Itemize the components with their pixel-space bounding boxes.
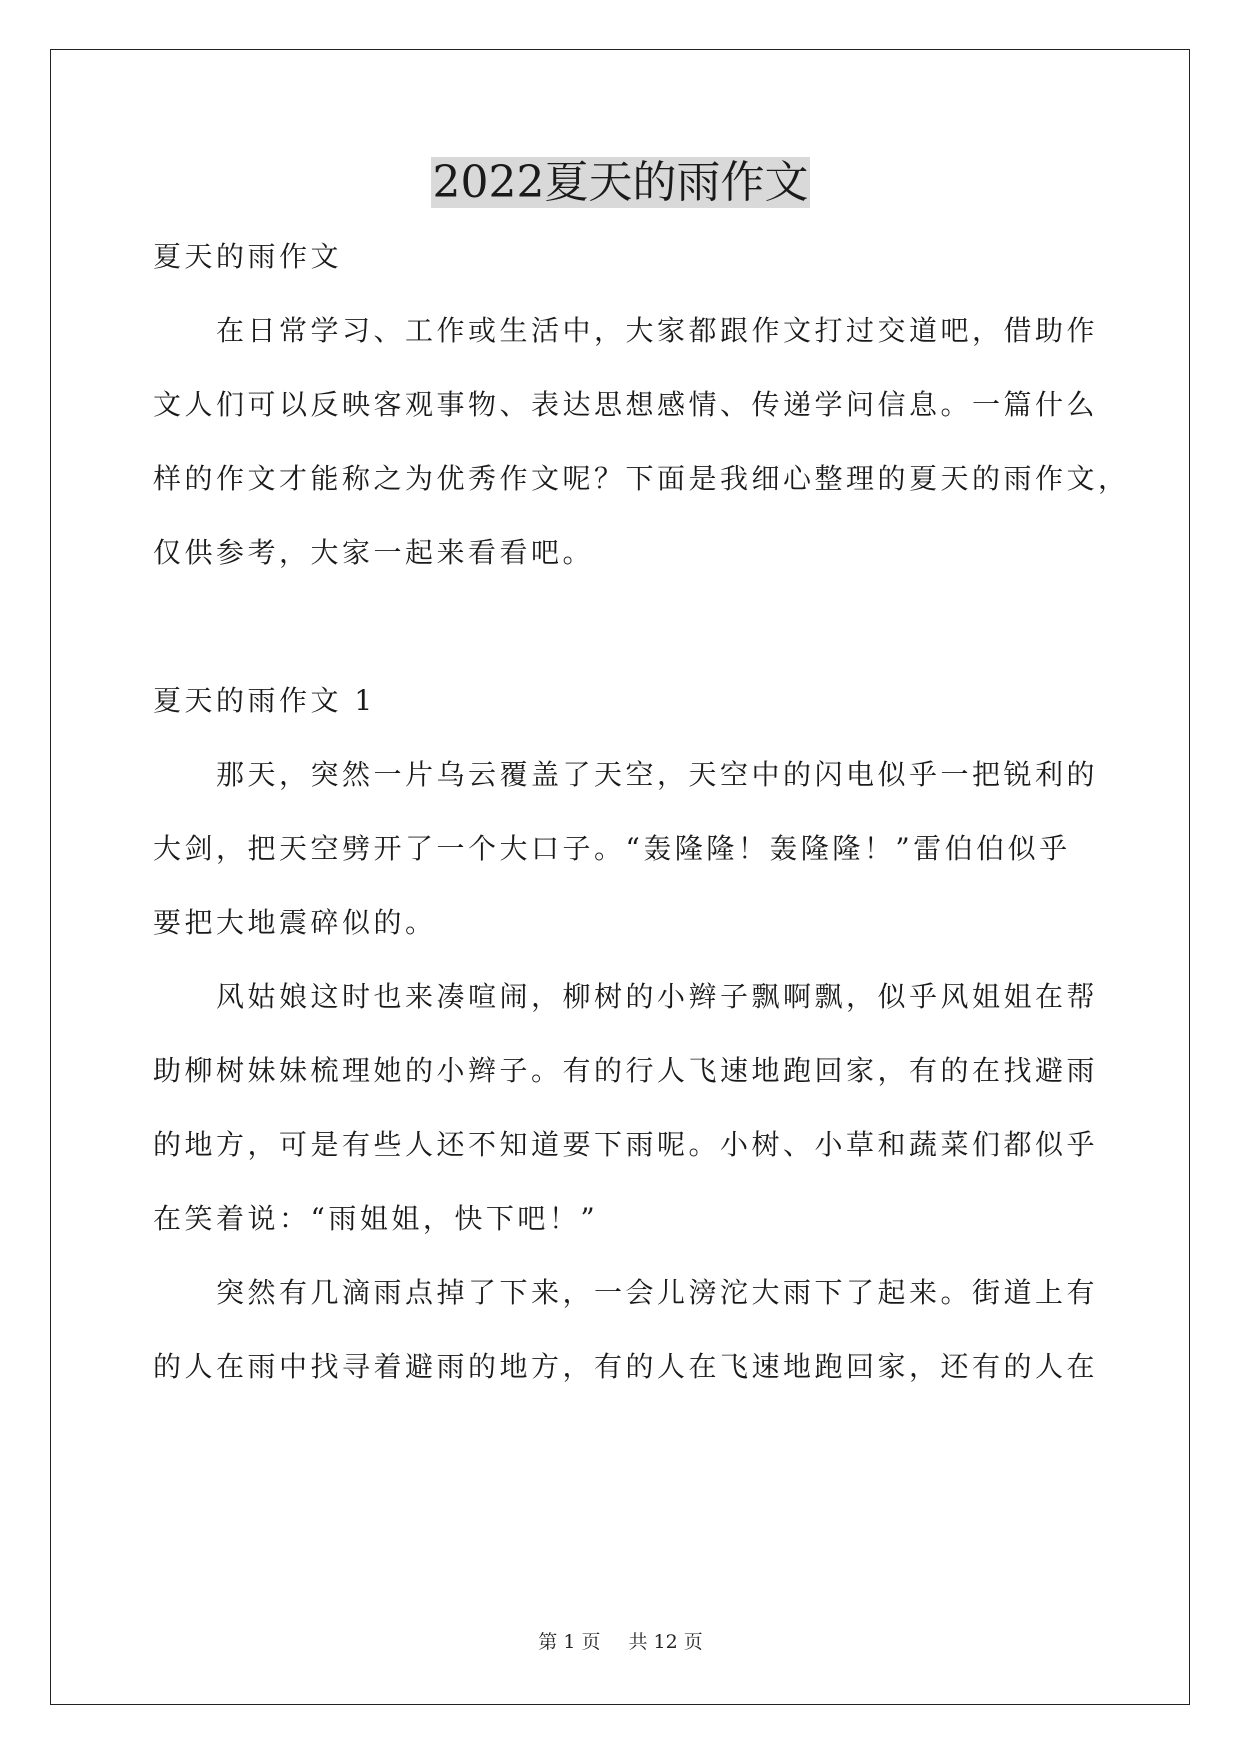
body-line-2: 大剑，把天空劈开了一个大口子。“轰隆隆！轰隆隆！”雷伯伯似乎	[153, 832, 1071, 865]
intro-line-3: 样的作文才能称之为优秀作文呢？下面是我细心整理的夏天的雨作文，	[153, 462, 1130, 495]
body-line-1: 那天，突然一片乌云覆盖了天空，天空中的闪电似乎一把锐利的	[153, 758, 1099, 791]
body-line-3: 要把大地震碎似的。	[153, 906, 437, 939]
section-title: 夏天的雨作文 1	[153, 684, 376, 717]
document-title-text: 2022夏天的雨作文	[432, 157, 809, 208]
page-total: 共 12 页	[628, 1631, 703, 1653]
page-number: 第 1 页	[538, 1631, 601, 1653]
body-line-9: 的人在雨中找寻着避雨的地方，有的人在飞速地跑回家，还有的人在	[153, 1350, 1099, 1383]
document-title	[0, 150, 1241, 216]
intro-line-1: 在日常学习、工作或生活中，大家都跟作文打过交道吧，借助作	[153, 314, 1099, 347]
body-line-8: 突然有几滴雨点掉了下来，一会儿滂沱大雨下了起来。街道上有	[153, 1276, 1099, 1309]
page-border	[50, 49, 1190, 1705]
intro-line-4: 仅供参考，大家一起来看看吧。	[153, 536, 595, 569]
body-line-7: 在笑着说：“雨姐姐，快下吧！”	[153, 1202, 599, 1235]
page-footer	[0, 1628, 1241, 1656]
body-line-5: 助柳树妹妹梳理她的小辫子。有的行人飞速地跑回家，有的在找避雨	[153, 1054, 1099, 1087]
body-line-4: 风姑娘这时也来凑喧闹，柳树的小辫子飘啊飘，似乎风姐姐在帮	[153, 980, 1099, 1013]
document-subtitle: 夏天的雨作文	[153, 240, 343, 273]
intro-line-2: 文人们可以反映客观事物、表达思想感情、传递学问信息。一篇什么	[153, 388, 1099, 421]
body-line-6: 的地方，可是有些人还不知道要下雨呢。小树、小草和蔬菜们都似乎	[153, 1128, 1099, 1161]
